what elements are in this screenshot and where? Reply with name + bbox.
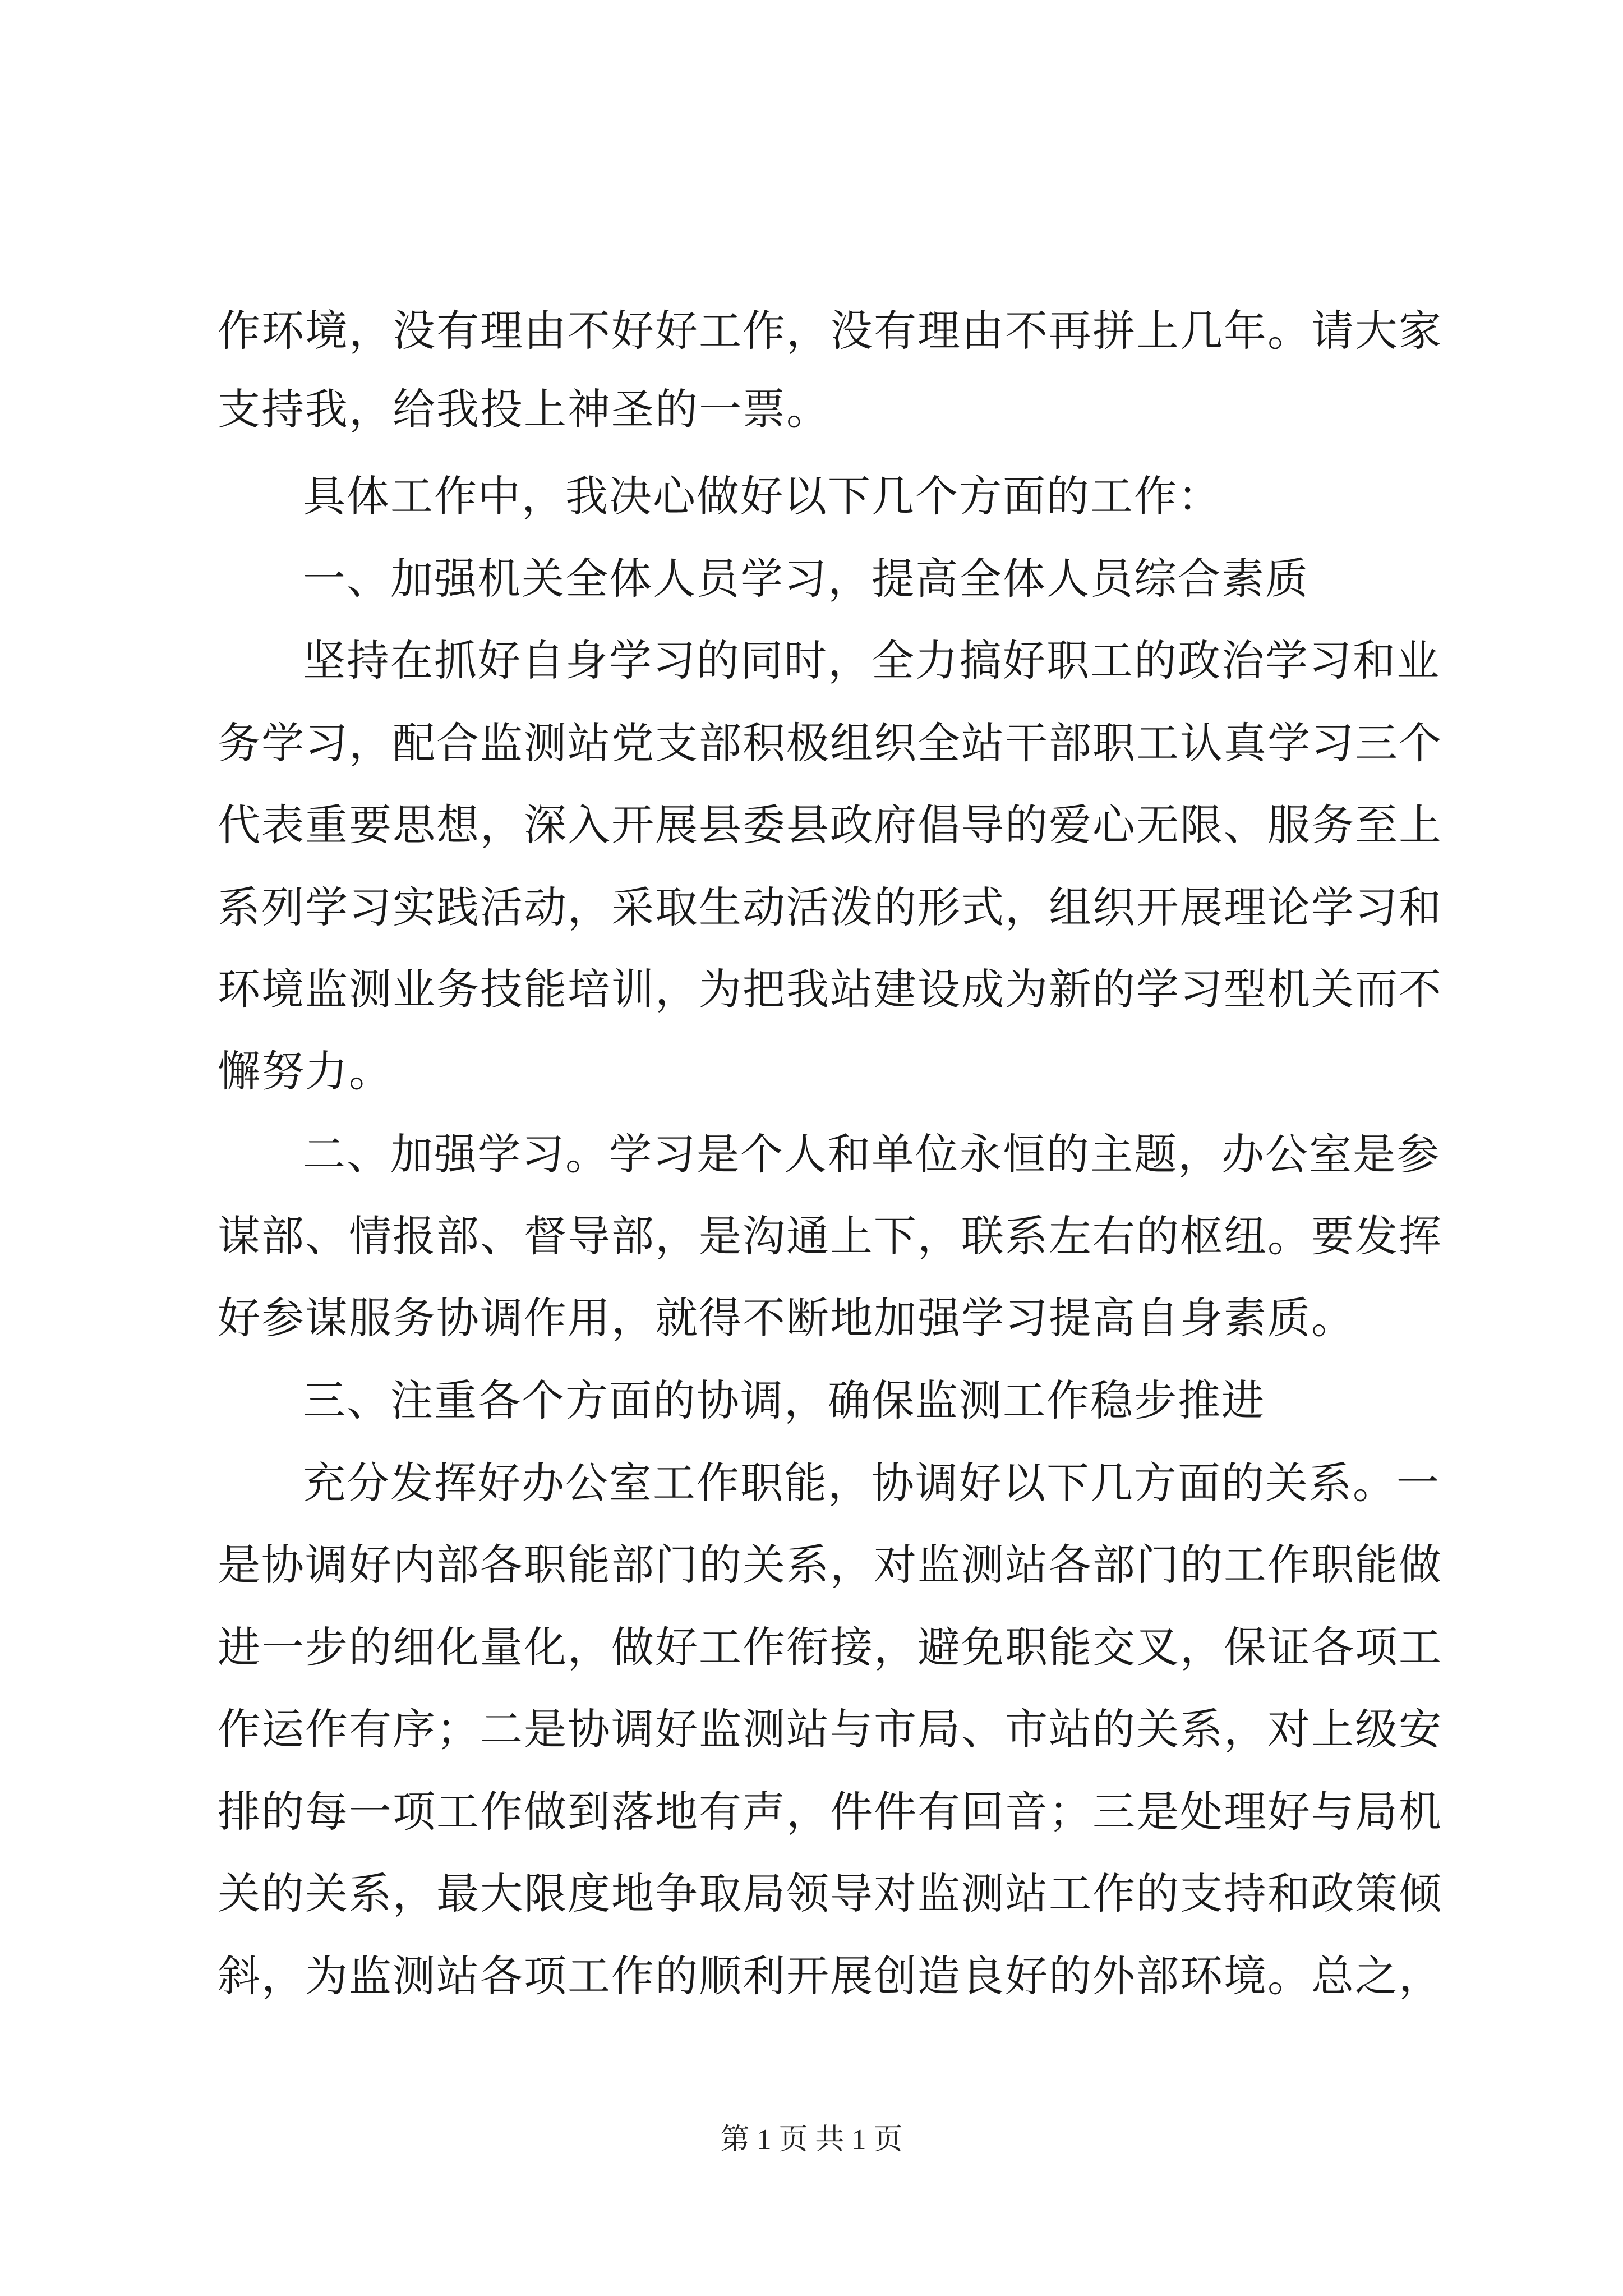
text-line: 排的每一项工作做到落地有声，件件有回音；三是处理好与局机 (218, 1787, 1442, 1837)
text-line: 二、加强学习。学习是个人和单位永恒的主题，办公室是参 (303, 1129, 1440, 1179)
text-line: 斜，为监测站各项工作的顺利开展创造良好的外部环境。总之， (218, 1951, 1442, 2001)
text-line: 系列学习实践活动，采取生动活泼的形式，组织开展理论学习和 (218, 882, 1442, 932)
text-line: 好参谋服务协调作用，就得不断地加强学习提高自身素质。 (218, 1293, 1355, 1343)
text-line: 充分发挥好办公室工作职能，协调好以下几方面的关系。一 (303, 1458, 1440, 1508)
text-line: 进一步的细化量化，做好工作衔接，避免职能交叉，保证各项工 (218, 1622, 1442, 1672)
text-line: 关的关系，最大限度地争取局领导对监测站工作的支持和政策倾 (218, 1869, 1442, 1918)
text-line: 环境监测业务技能培训，为把我站建设成为新的学习型机关而不 (218, 964, 1442, 1014)
section-heading: 一、加强机关全体人员学习，提高全体人员综合素质 (303, 554, 1309, 604)
text-line: 谋部、情报部、督导部，是沟通上下，联系左右的枢纽。要发挥 (218, 1211, 1442, 1261)
page-number-footer: 第 1 页 共 1 页 (720, 2124, 903, 2156)
section-heading: 三、注重各个方面的协调，确保监测工作稳步推进 (303, 1375, 1265, 1425)
text-line: 是协调好内部各职能部门的关系，对监测站各部门的工作职能做 (218, 1540, 1442, 1590)
text-line: 代表重要思想，深入开展县委县政府倡导的爱心无限、服务至上 (218, 800, 1442, 850)
text-line: 作运作有序；二是协调好监测站与市局、市站的关系，对上级安 (218, 1704, 1442, 1754)
text-line: 务学习，配合监测站党支部积极组织全站干部职工认真学习三个 (218, 718, 1442, 768)
text-line: 坚持在抓好自身学习的同时，全力搞好职工的政治学习和业 (303, 636, 1440, 685)
text-line: 具体工作中，我决心做好以下几个方面的工作： (303, 471, 1221, 521)
text-line: 作环境，没有理由不好好工作，没有理由不再拼上几年。请大家 (218, 306, 1442, 356)
text-line: 支持我，给我投上神圣的一票。 (218, 384, 830, 434)
text-line: 懈努力。 (218, 1046, 393, 1096)
